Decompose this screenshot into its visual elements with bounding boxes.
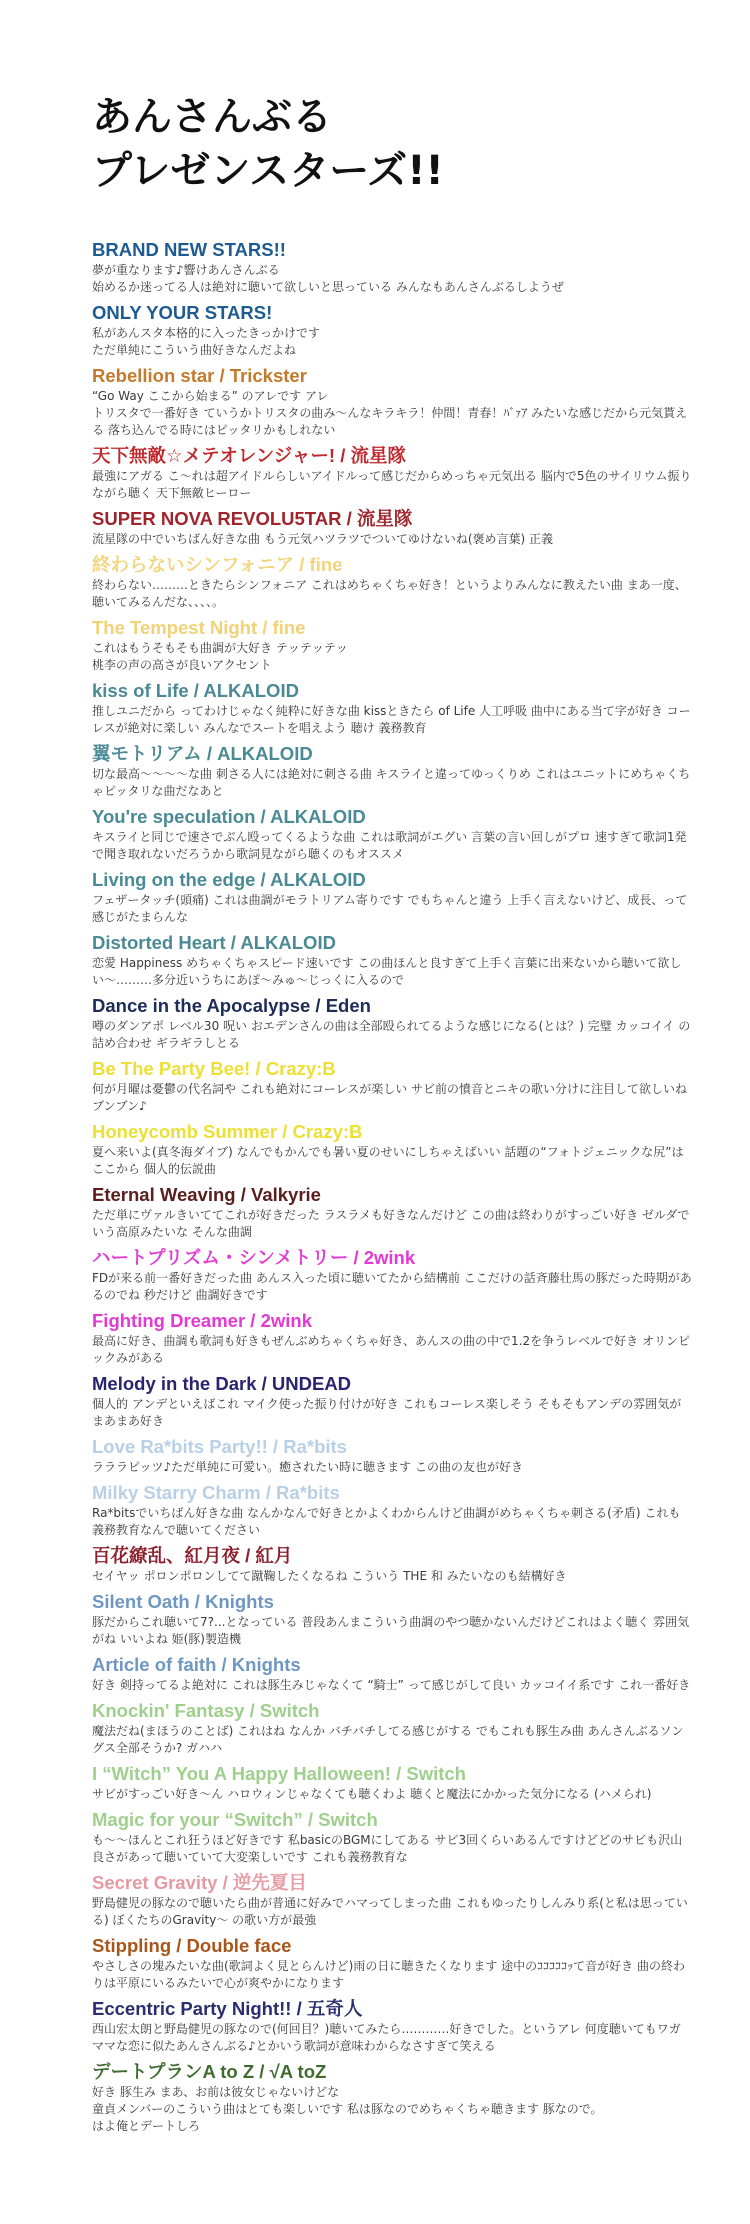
- song-entry: [92, 679, 692, 737]
- song-entry: [92, 1309, 692, 1367]
- comment-line: 夏へ来いよ(真冬海ダイブ) なんでもかんでも暑い夏のせいにしちゃえばいい 話題の“フォトジェニックな尻”はここから 個人的伝説曲: [92, 1145, 684, 1176]
- song-title: Secret Gravity / 逆先夏目: [92, 1872, 307, 1893]
- page: [92, 90, 692, 2140]
- song-comment: [92, 1568, 692, 1585]
- song-entry: [92, 301, 692, 359]
- comment-line: 桃李の声の高さが良いアクセント: [92, 658, 272, 672]
- song-comment: [92, 829, 692, 863]
- song-entry: [92, 616, 692, 674]
- song-title: Living on the edge / ALKALOID: [92, 869, 366, 890]
- song-entry: [92, 553, 692, 611]
- comment-line: ただ単にヴァルきいててこれが好きだった ラスラメも好きなんだけど この曲は終わりがすっごい好き ゼルダでいう高原みたいな そんな曲調: [92, 1208, 690, 1239]
- song-entry: [92, 742, 692, 800]
- song-entry: [92, 1934, 692, 1992]
- song-entry: [92, 444, 692, 502]
- song-comment: [92, 1270, 692, 1304]
- song-title: You're speculation / ALKALOID: [92, 806, 366, 827]
- song-title: Milky Starry Charm / Ra*bits: [92, 1482, 340, 1503]
- comment-line: ラララピッツ♪ただ単純に可愛い。癒されたい時に聴きます この曲の友也が好き: [92, 1460, 523, 1474]
- song-title: Distorted Heart / ALKALOID: [92, 932, 336, 953]
- song-title: Dance in the Apocalypse / Eden: [92, 995, 371, 1016]
- song-comment: [92, 325, 692, 359]
- song-comment: [92, 1081, 692, 1115]
- comment-line: はよ俺とデートしろ: [92, 2119, 201, 2133]
- song-entry: [92, 1120, 692, 1178]
- song-entry: [92, 1183, 692, 1241]
- song-title: Eternal Weaving / Valkyrie: [92, 1184, 321, 1205]
- song-title: Honeycomb Summer / Crazy:B: [92, 1121, 363, 1142]
- song-title: Love Ra*bits Party!! / Ra*bits: [92, 1436, 347, 1457]
- comment-line: 好き 豚生み まあ、お前は彼女じゃないけどな: [92, 2085, 340, 2099]
- comment-line: トリスタで一番好き ていうかトリスタの曲み〜んなキラキラ！仲間！青春！ﾊﾞｧｱ みたいな感じだから元気貰える 落ち込んでる時にはピッタリかもしれない: [92, 406, 688, 437]
- song-title: The Tempest Night / fine: [92, 617, 306, 638]
- song-entry: [92, 868, 692, 926]
- song-entry: [92, 1653, 692, 1694]
- song-entry: [92, 507, 692, 548]
- comment-line: ただ単純にこういう曲好きなんだよね: [92, 343, 297, 357]
- song-comment: [92, 1505, 692, 1539]
- song-comment: [92, 577, 692, 611]
- song-comment: [92, 1723, 692, 1757]
- song-comment: [92, 2021, 692, 2055]
- song-entry: [92, 1590, 692, 1648]
- song-entry: [92, 1057, 692, 1115]
- song-comment: [92, 1832, 692, 1866]
- song-comment: [92, 955, 692, 989]
- song-entry: [92, 1481, 692, 1539]
- comment-line: 夢が重なります♪響けあんさんぶる: [92, 263, 280, 277]
- comment-line: 流星隊の中でいちばん好きな曲 もう元気ハツラツでついてゆけないね(褒め言葉) 正義: [92, 532, 553, 546]
- comment-line: 終わらない………ときたらシンフォニア これはめちゃくちゃ好き！というよりみんなに教えたい曲 まあ一度、聴いてみるんだな、、、、。: [92, 578, 687, 609]
- comment-line: サビがすっごい好き〜ん ハロウィンじゃなくても聴くわよ 聴くと魔法にかかった気分になる (ハメられ): [92, 1787, 652, 1801]
- page-title: [92, 90, 692, 198]
- song-entry: [92, 1699, 692, 1757]
- comment-line: FDが来る前一番好きだった曲 あんス入った頃に聴いてたから結構前 ここだけの話斉藤壮馬の豚だった時期があるのでね 秒だけど 曲調好きです: [92, 1271, 692, 1302]
- song-comment: [92, 1396, 692, 1430]
- comment-line: 野島健児の豚なので聴いたら曲が普通に好みでハマってしまった曲 これもゆったりしんみり系(と私は思っている) ぼくたちのGravity〜 の歌い方が最強: [92, 1896, 688, 1927]
- song-comment: [92, 1786, 692, 1803]
- song-entry: [92, 1871, 692, 1929]
- song-comment: [92, 1958, 692, 1992]
- song-entry: [92, 1435, 692, 1476]
- song-title: Melody in the Dark / UNDEAD: [92, 1373, 352, 1394]
- song-title: I “Witch” You A Happy Halloween! / Switch: [92, 1763, 466, 1784]
- song-comment: [92, 892, 692, 926]
- song-comment: [92, 1677, 692, 1694]
- song-title: Magic for your “Switch” / Switch: [92, 1809, 378, 1830]
- comment-line: 最高に好き、曲調も歌詞も好きもぜんぶめちゃくちゃ好き、あんスの曲の中で1.2を争うレベルで好き オリンピックみがある: [92, 1334, 690, 1365]
- song-comment: [92, 2084, 692, 2135]
- song-title: Fighting Dreamer / 2wink: [92, 1310, 312, 1331]
- song-entry: [92, 1762, 692, 1803]
- song-title: 翼モトリアム / ALKALOID: [92, 743, 313, 764]
- song-comment: [92, 703, 692, 737]
- comment-line: Ra*bitsでいちばん好きな曲 なんかなんで好きとかよくわからんけど曲調がめちゃくちゃ刺さる(矛盾) これも義務教育なんで聴いてください: [92, 1506, 681, 1537]
- song-title: Knockin' Fantasy / Switch: [92, 1700, 320, 1721]
- song-entry: [92, 2060, 692, 2135]
- song-title: Be The Party Bee! / Crazy:B: [92, 1058, 336, 1079]
- song-list: [92, 238, 692, 2135]
- comment-line: 好き 剣持ってるよ絶対に これは豚生みじゃなくて “騎士” って感じがして良い カッコイイ系です これ一番好き: [92, 1678, 691, 1692]
- comment-line: 最強にアガる こ〜れは超アイドルらしいアイドルって感じだからめっちゃ元気出る 脳内で5色のサイリウム振りながら聴く 天下無敵ヒーロー: [92, 469, 692, 500]
- comment-line: 切な最高〜〜〜〜な曲 刺さる人には絶対に刺さる曲 キスライと違ってゆっくりめ これはユニットにめちゃくちゃピッタリな曲だなあと: [92, 767, 691, 798]
- song-comment: [92, 262, 692, 296]
- song-title: kiss of Life / ALKALOID: [92, 680, 299, 701]
- song-comment: [92, 1459, 692, 1476]
- song-title: Silent Oath / Knights: [92, 1591, 274, 1612]
- song-entry: [92, 994, 692, 1052]
- song-title: デートプランA to Z / √A toZ: [92, 2061, 327, 2082]
- song-comment: [92, 1018, 692, 1052]
- song-entry: [92, 805, 692, 863]
- comment-line: 西山宏太朗と野島健児の豚なので(何回目？)聴いてみたら…………好きでした。というアレ 何度聴いてもワガママな恋に似たあんさんぶる♪とかいう歌詞が意味わからなさすぎて笑える: [92, 2022, 681, 2053]
- song-entry: [92, 1544, 692, 1585]
- song-title: 百花繚乱、紅月夜 / 紅月: [92, 1545, 293, 1566]
- song-comment: [92, 1895, 692, 1929]
- comment-line: 始めるか迷ってる人は絶対に聴いて欲しいと思っている みんなもあんさんぶるしようぜ: [92, 280, 564, 294]
- song-entry: [92, 1808, 692, 1866]
- song-entry: [92, 238, 692, 296]
- song-comment: [92, 1333, 692, 1367]
- comment-line: 推しユニだから ってわけじゃなく純粋に好きな曲 kissときたら of Life 人工呼吸 曲中にある当て字が好き コーレスが絶対に楽しい みんなでスートを唱えよう 聴け 義務教育: [92, 704, 691, 735]
- comment-line: やさしさの塊みたいな曲(歌詞よく見とらんけど)雨の日に聴きたくなります 途中のｺｺｺｺｺｯて音が好き 曲の終わりは平原にいるみたいで心が爽やかになります: [92, 1959, 685, 1990]
- song-entry: [92, 1372, 692, 1430]
- song-comment: [92, 531, 692, 548]
- comment-line: 何が月曜は憂鬱の代名詞や これも絶対にコーレスが楽しい サビ前の憤音とニキの歌い分けに注目して欲しいね ブンブン♪: [92, 1082, 688, 1113]
- comment-line: 噂のダンアポ レベル30 呪い おエデンさんの曲は全部殴られてるような感じになる(とは？) 完璧 カッコイイ の詰め合わせ ギラギラしとる: [92, 1019, 691, 1050]
- title-line: あんさんぶる: [92, 94, 332, 140]
- song-title: BRAND NEW STARS!!: [92, 239, 286, 260]
- song-comment: [92, 640, 692, 674]
- comment-line: 童貞メンバーのこういう曲はとても楽しいです 私は豚なのでめちゃくちゃ聴きます 豚なので。: [92, 2102, 603, 2116]
- song-entry: [92, 1246, 692, 1304]
- comment-line: セイヤッ ポロンポロンしてて蹴鞠したくなるね こういう THE 和 みたいなのも結構好き: [92, 1569, 567, 1583]
- song-comment: [92, 1207, 692, 1241]
- song-title: Article of faith / Knights: [92, 1654, 301, 1675]
- song-title: 終わらないシンフォニア / fine: [92, 554, 343, 575]
- song-entry: [92, 931, 692, 989]
- comment-line: 個人的 アンデといえばこれ マイク使った振り付けが好き これもコーレス楽しそう そもそもアンデの雰囲気がまあまあ好き: [92, 1397, 682, 1428]
- song-title: Stippling / Double face: [92, 1935, 292, 1956]
- comment-line: 恋愛 Happiness めちゃくちゃスピード速いです この曲ほんと良すぎて上手く言葉に出来ないから聴いて欲しい〜………多分近いうちにあぽ〜みゅ〜じっくに入るので: [92, 956, 682, 987]
- song-entry: [92, 364, 692, 439]
- title-line: プレゼンスターズ!!: [92, 148, 444, 194]
- comment-line: も〜〜ほんとこれ狂うほど好きです 私basicのBGMにしてある サビ3回くらいあるんですけどどのサビも沢山良さがあって聴いていて大変楽しいです これも義務教育な: [92, 1833, 683, 1864]
- comment-line: “Go Way ここから始まる” のアレです アレ: [92, 389, 329, 403]
- song-comment: [92, 1614, 692, 1648]
- comment-line: 私があんスタ本格的に入ったきっかけです: [92, 326, 321, 340]
- song-title: ONLY YOUR STARS!: [92, 302, 273, 323]
- song-title: ハートプリズム・シンメトリー / 2wink: [92, 1247, 416, 1268]
- comment-line: これはもうそもそも曲調が大好き テッテッテッ: [92, 641, 348, 655]
- song-comment: [92, 388, 692, 439]
- song-entry: [92, 1997, 692, 2055]
- song-comment: [92, 1144, 692, 1178]
- song-comment: [92, 468, 692, 502]
- song-title: Rebellion star / Trickster: [92, 365, 307, 386]
- song-title: 天下無敵☆メテオレンジャー! / 流星隊: [92, 445, 407, 466]
- song-comment: [92, 766, 692, 800]
- comment-line: キスライと同じで速さでぶん殴ってくるような曲 これは歌詞がエグい 言葉の言い回しがプロ 速すぎて歌詞1発で聞き取れないだろうから歌詞見ながら聴くのもオススメ: [92, 830, 687, 861]
- comment-line: 魔法だね(まほうのことば) これはね なんか バチバチしてる感じがする でもこれも豚生み曲 あんさんぶるソングス全部そうか? ガハハ: [92, 1724, 684, 1755]
- comment-line: フェザータッチ(頭痛) これは曲調がモラトリアム寄りです でもちゃんと違う 上手く言えないけど、成長、って感じがたまらんな: [92, 893, 688, 924]
- song-title: SUPER NOVA REVOLU5TAR / 流星隊: [92, 508, 413, 529]
- comment-line: 豚だからこれ聴いて7?...となっている 普段あんまこういう曲調のやつ聴かないんだけどこれはよく聴く 雰囲気がね いいよね 姫(豚)製造機: [92, 1615, 690, 1646]
- song-title: Eccentric Party Night!! / 五奇人: [92, 1998, 363, 2019]
